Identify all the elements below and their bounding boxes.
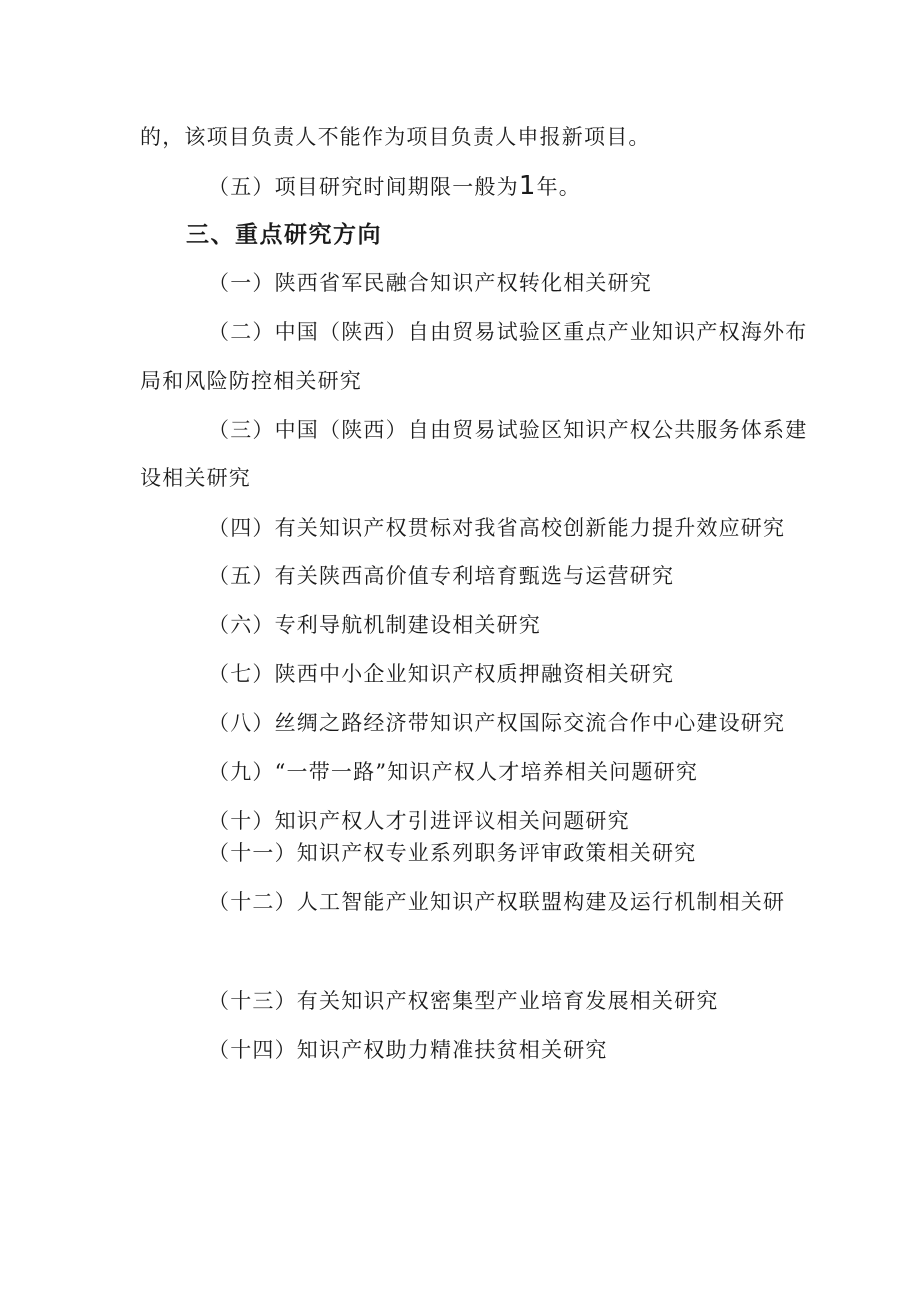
list-item: （十四）知识产权助力精准扶贫相关研究 <box>208 1038 608 1062</box>
list-item-continuation: 局和风险防控相关研究 <box>140 369 362 393</box>
list-item: （四）有关知识产权贯标对我省高校创新能力提升效应研究 <box>208 516 786 540</box>
list-item: （五）有关陕西高价值专利培育甄选与运营研究 <box>208 564 675 588</box>
list-item-continuation: 设相关研究 <box>140 466 251 490</box>
list-item: （十二）人工智能产业知识产权联盟构建及运行机制相关研 <box>208 890 786 914</box>
list-item: （二）中国（陕西）自由贸易试验区重点产业知识产权海外布 <box>208 320 808 344</box>
list-item: （七）陕西中小企业知识产权质押融资相关研究 <box>208 662 675 686</box>
list-item: （一）陕西省军民融合知识产权转化相关研究 <box>208 271 652 295</box>
list-item: （九）“一带一路”知识产权人才培养相关问题研究 <box>208 760 699 784</box>
list-item: （三）中国（陕西）自由贸易试验区知识产权公共服务体系建 <box>208 418 808 442</box>
list-item: （八）丝绸之路经济带知识产权国际交流合作中心建设研究 <box>208 711 786 735</box>
paragraph-line <box>208 171 581 202</box>
section-heading: 三、重点研究方向 <box>186 222 382 248</box>
list-item: （十）知识产权人才引进评议相关问题研究 <box>208 809 630 833</box>
list-item: （十一）知识产权专业系列职务评审政策相关研究 <box>208 841 697 865</box>
list-item: （十三）有关知识产权密集型产业培育发展相关研究 <box>208 989 719 1013</box>
list-item: （六）专利导航机制建设相关研究 <box>208 613 541 637</box>
number-one: 1 <box>518 171 537 201</box>
paragraph-line: 的，该项目负责人不能作为项目负责人申报新项目。 <box>140 125 651 149</box>
line-text: 年。 <box>536 175 581 199</box>
line-text: （五）项目研究时间期限一般为 <box>208 175 519 199</box>
